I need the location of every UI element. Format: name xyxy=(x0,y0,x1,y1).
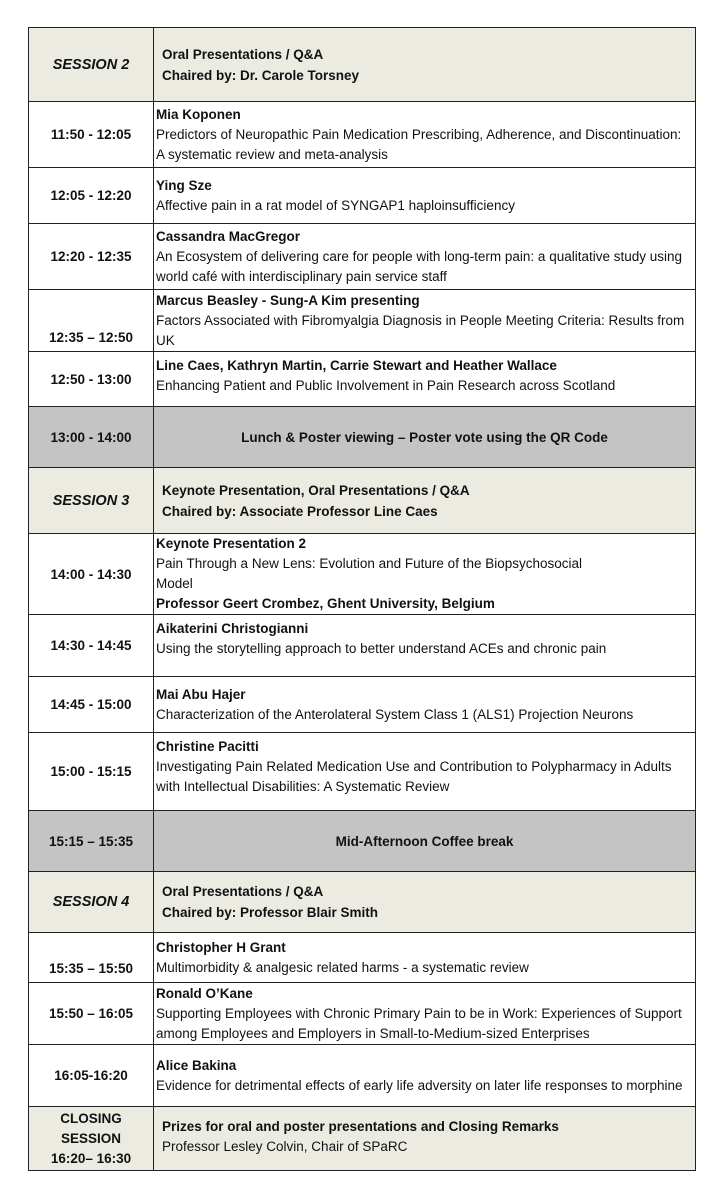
session-label: SESSION 2 xyxy=(29,28,154,102)
talk-time: 15:50 – 16:05 xyxy=(29,983,154,1045)
talk-title: Affective pain in a rat model of SYNGAP1 haploinsufficiency xyxy=(156,197,515,213)
closing-time: 16:20– 16:30 xyxy=(50,1150,132,1166)
session-header-row xyxy=(29,872,696,933)
talk-info xyxy=(154,168,696,224)
session-chair: Chaired by: Associate Professor Line Caes xyxy=(162,503,438,519)
session-label: SESSION 3 xyxy=(29,468,154,534)
break-label: Lunch & Poster viewing – Poster vote using the QR Code xyxy=(154,407,696,468)
programme-table xyxy=(28,27,696,1171)
talk-row xyxy=(29,224,696,290)
talk-title: Evidence for detrimental effects of early life adversity on later life responses to morphine xyxy=(156,1077,683,1093)
session-title: Oral Presentations / Q&A xyxy=(162,884,324,899)
talk-info xyxy=(154,224,696,290)
talk-info xyxy=(154,534,696,615)
talk-time: 14:00 - 14:30 xyxy=(29,534,154,615)
closing-speaker: Professor Lesley Colvin, Chair of SPaRC xyxy=(162,1139,408,1154)
talk-row xyxy=(29,352,696,407)
talk-speaker: Cassandra MacGregor xyxy=(156,228,301,244)
talk-time: 12:50 - 13:00 xyxy=(29,352,154,407)
closing-label-line1: CLOSING xyxy=(60,1110,122,1126)
talk-row xyxy=(29,615,696,677)
talk-row xyxy=(29,983,696,1045)
talk-time: 15:00 - 15:15 xyxy=(29,733,154,811)
talk-row xyxy=(29,102,696,168)
talk-speaker: Alice Bakina xyxy=(156,1057,237,1073)
keynote-row xyxy=(29,534,696,615)
break-time: 13:00 - 14:00 xyxy=(29,407,154,468)
talk-info xyxy=(154,933,696,983)
talk-row xyxy=(29,168,696,224)
session-chair: Chaired by: Professor Blair Smith xyxy=(162,905,379,920)
talk-title: Characterization of the Anterolateral System Class 1 (ALS1) Projection Neurons xyxy=(156,706,634,722)
talk-time: 14:45 - 15:00 xyxy=(29,677,154,733)
talk-info xyxy=(154,733,696,811)
talk-info xyxy=(154,290,696,352)
session-label: SESSION 4 xyxy=(29,872,154,933)
session-title: Oral Presentations / Q&A xyxy=(162,46,324,62)
closing-row xyxy=(29,1107,696,1171)
talk-title: Predictors of Neuropathic Pain Medication Prescribing, Adherence, and Discontinuation: A systematic review and meta-analysis xyxy=(156,126,682,162)
talk-info xyxy=(154,352,696,407)
session-info xyxy=(154,468,696,534)
talk-time: 12:05 - 12:20 xyxy=(29,168,154,224)
talk-time: 16:05-16:20 xyxy=(29,1045,154,1107)
talk-time: 14:30 - 14:45 xyxy=(29,615,154,677)
talk-title: Pain Through a New Lens: Evolution and Future of the Biopsychosocial Model xyxy=(156,556,583,591)
session-title: Keynote Presentation, Oral Presentations / Q&A xyxy=(162,482,470,498)
talk-title: Investigating Pain Related Medication Use and Contribution to Polypharmacy in Adults with Intellectual Disabilities: A Systematic Review xyxy=(156,759,672,794)
talk-time: 12:35 – 12:50 xyxy=(29,290,154,352)
closing-info xyxy=(154,1107,696,1171)
talk-title: An Ecosystem of delivering care for people with long-term pain: a qualitative study using world café with interdisciplinary pain service staff xyxy=(156,248,683,284)
lunch-row xyxy=(29,407,696,468)
session-header-row xyxy=(29,28,696,102)
talk-row xyxy=(29,1045,696,1107)
break-label: Mid-Afternoon Coffee break xyxy=(154,811,696,872)
talk-speaker: Christopher H Grant xyxy=(156,939,286,955)
talk-time: 12:20 - 12:35 xyxy=(29,224,154,290)
talk-speaker: Mai Abu Hajer xyxy=(156,686,246,702)
break-time: 15:15 – 15:35 xyxy=(29,811,154,872)
talk-time: 15:35 – 15:50 xyxy=(29,933,154,983)
talk-title: Supporting Employees with Chronic Primary Pain to be in Work: Experiences of Support among Employees and Employers in Small-to-Medium-sized Enterprises xyxy=(156,1005,682,1041)
talk-speaker: Ronald O’Kane xyxy=(156,985,253,1001)
talk-title: Enhancing Patient and Public Involvement in Pain Research across Scotland xyxy=(156,378,616,393)
talk-info xyxy=(154,983,696,1045)
talk-speaker: Marcus Beasley - Sung-A Kim presenting xyxy=(156,292,420,308)
talk-info xyxy=(154,615,696,677)
talk-row xyxy=(29,733,696,811)
talk-title: Multimorbidity & analgesic related harms - a systematic review xyxy=(156,959,529,975)
talk-title: Factors Associated with Fibromyalgia Diagnosis in People Meeting Criteria: Results from UK xyxy=(156,312,685,348)
talk-info xyxy=(154,677,696,733)
talk-speaker: Aikaterini Christogianni xyxy=(156,621,309,636)
talk-row xyxy=(29,933,696,983)
talk-row xyxy=(29,677,696,733)
talk-speaker: Professor Geert Crombez, Ghent University, Belgium xyxy=(156,596,495,611)
talk-title: Using the storytelling approach to better understand ACEs and chronic pain xyxy=(156,641,607,656)
session-info xyxy=(154,28,696,102)
session-header-row xyxy=(29,468,696,534)
talk-speaker: Line Caes, Kathryn Martin, Carrie Stewart and Heather Wallace xyxy=(156,358,557,373)
closing-title: Prizes for oral and poster presentations and Closing Remarks xyxy=(162,1119,559,1134)
closing-label-line2: SESSION xyxy=(60,1130,122,1146)
keynote-heading: Keynote Presentation 2 xyxy=(156,536,307,551)
talk-time: 11:50 - 12:05 xyxy=(29,102,154,168)
talk-speaker: Ying Sze xyxy=(156,177,212,193)
talk-speaker: Christine Pacitti xyxy=(156,739,259,754)
session-chair: Chaired by: Dr. Carole Torsney xyxy=(162,67,360,83)
talk-row xyxy=(29,290,696,352)
talk-speaker: Mia Koponen xyxy=(156,106,241,122)
coffee-row xyxy=(29,811,696,872)
session-info xyxy=(154,872,696,933)
closing-label xyxy=(29,1107,154,1171)
talk-info xyxy=(154,1045,696,1107)
talk-info xyxy=(154,102,696,168)
